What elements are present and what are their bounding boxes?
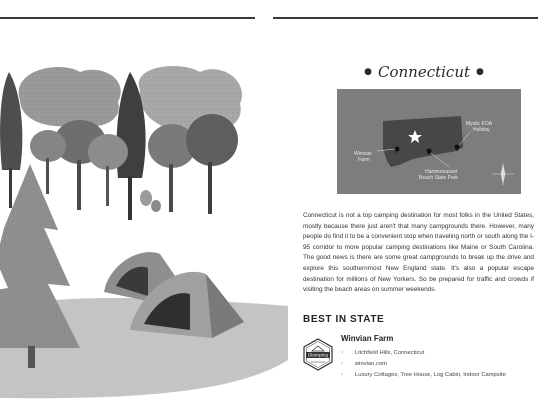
intro-paragraph: Connecticut is not a top camping destination for most folks in the United States, mostly because there just aren't that many campgrounds there. However, many people do find it to be a convenient stop when traveling north or south along the I-95 corridor to more popular camping destinations like Maine or South Carolina. The good news is there are some great campgrounds to break up the drive and explore this southernmost New England state. It's also a popular escape destination for millions of New Yorkers. So be prepared for traffic and crowds if visiting the beach areas on summer weekends. [303,212,534,294]
map-label-hammonasset-2: Beach State Park [419,175,458,181]
badge-text: Glamping [307,352,329,358]
camping-illustration [0,60,290,404]
map-label-winvian-2: Farm [358,157,370,163]
tree-canopy-back-left [19,67,121,126]
state-title [300,63,538,81]
state-map [337,89,521,194]
map-label-mystic-2: Holiday [473,127,490,133]
section-title: BEST IN STATE [303,314,385,325]
location-arrow-icon: › [341,350,343,356]
website-arrow-icon: › [341,361,343,367]
state-title-text: Connecticut [377,63,471,81]
listing-types-row [341,370,531,381]
listing-website-row [341,359,531,370]
poplar-trunk-left [9,168,12,208]
title-dot-right-icon: ● [476,67,484,77]
listing-location: Litchfield Hills, Connecticut [355,350,425,356]
top-rule-right [273,17,538,19]
map-label-winvian-1: Winvian [354,151,372,157]
glamping-badge-icon [303,338,333,371]
listing-website[interactable]: winvian.com [355,361,387,367]
map-label-mystic-1: Mystic KOA [466,121,493,127]
listing-types: Luxury Cottages, Tree House, Log Cabin, Indoor Campsite [355,372,506,378]
small-bushes [140,190,161,212]
tree-mid-4 [186,114,238,214]
map-label-hammonasset-1: Hammonasset [425,169,458,175]
poplar-tree-left [0,72,22,170]
listing-location-row [341,348,531,359]
title-dot-left-icon: ● [364,67,372,77]
top-rule-left [0,17,255,19]
types-arrow-icon: › [341,372,343,378]
poplar-trunk-right [128,176,132,220]
campground-listing [341,334,531,381]
campground-name: Winvian Farm [341,334,394,343]
